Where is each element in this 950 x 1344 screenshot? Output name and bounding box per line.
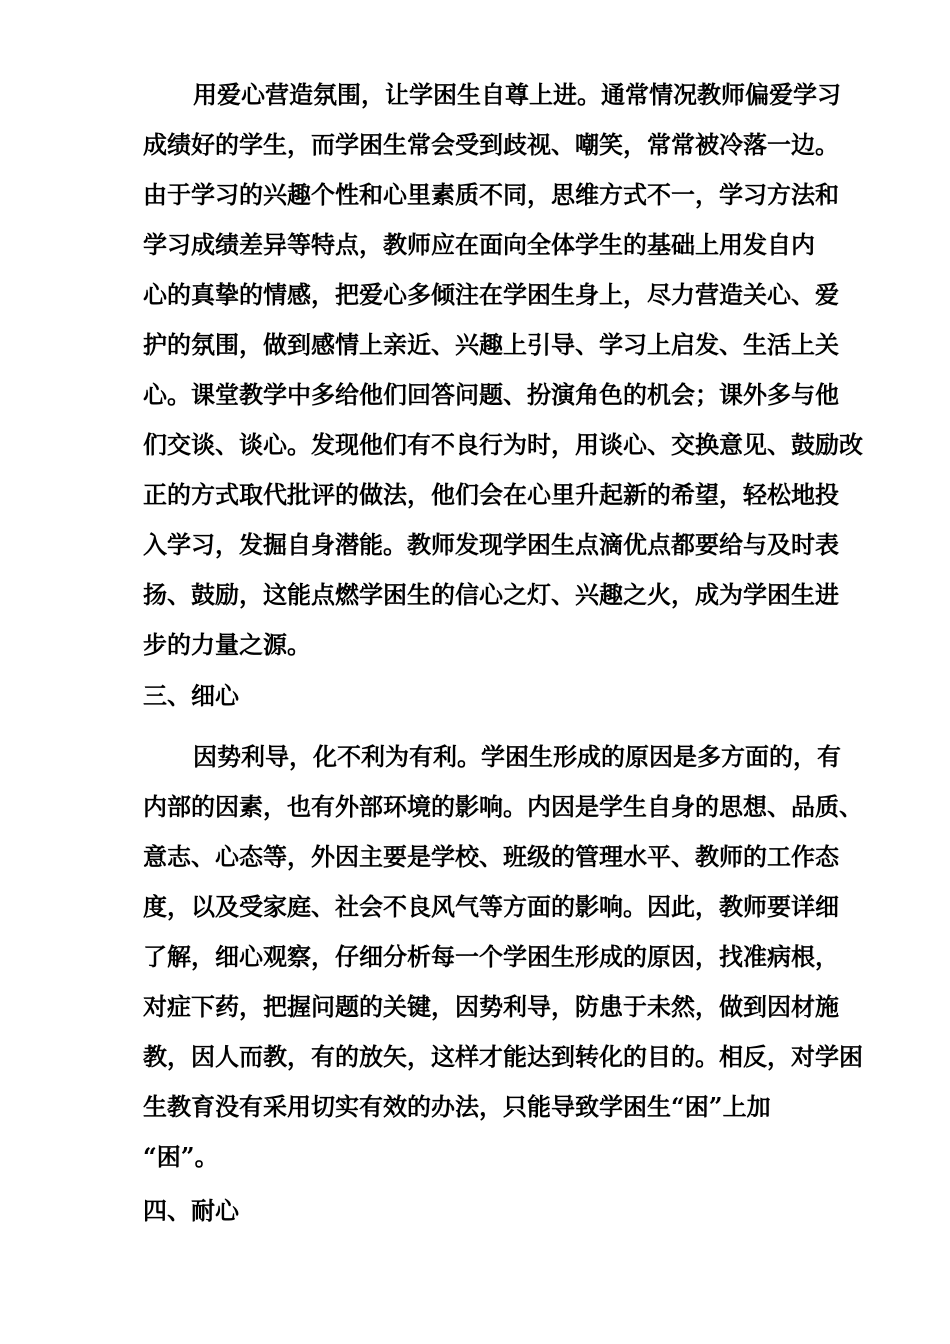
- section-heading: 三、细心: [143, 681, 239, 710]
- paragraph-line: 生教育没有采用切实有效的办法，只能导致学困生“困”上加: [143, 1092, 771, 1121]
- paragraph-line: 用爱心营造氛围，让学困生自尊上进。通常情况教师偏爱学习: [193, 80, 841, 109]
- paragraph-line: 心的真挚的情感，把爱心多倾注在学困生身上，尽力营造关心、爱: [143, 280, 839, 309]
- paragraph-line: 步的力量之源。: [143, 630, 311, 659]
- paragraph-line: 学习成绩差异等特点，教师应在面向全体学生的基础上用发自内: [143, 230, 815, 259]
- paragraph-line: 了解，细心观察，仔细分析每一个学困生形成的原因，找准病根，: [143, 942, 839, 971]
- paragraph-line: 度，以及受家庭、社会不良风气等方面的影响。因此，教师要详细: [143, 892, 839, 921]
- paragraph-line: 对症下药，把握问题的关键，因势利导，防患于未然，做到因材施: [143, 992, 839, 1021]
- paragraph-line: 由于学习的兴趣个性和心里素质不同，思维方式不一，学习方法和: [143, 180, 839, 209]
- paragraph-line: 入学习，发掘自身潜能。教师发现学困生点滴优点都要给与及时表: [143, 530, 839, 559]
- paragraph-line: 扬、鼓励，这能点燃学困生的信心之灯、兴趣之火，成为学困生进: [143, 580, 839, 609]
- paragraph-line: “困”。: [143, 1142, 219, 1171]
- paragraph-line: 意志、心态等，外因主要是学校、班级的管理水平、教师的工作态: [143, 842, 839, 871]
- paragraph-line: 因势利导，化不利为有利。学困生形成的原因是多方面的，有: [193, 742, 841, 771]
- paragraph-line: 们交谈、谈心。发现他们有不良行为时，用谈心、交换意见、鼓励改: [143, 430, 863, 459]
- paragraph-line: 心。课堂教学中多给他们回答问题、扮演角色的机会；课外多与他: [143, 380, 839, 409]
- paragraph-line: 成绩好的学生，而学困生常会受到歧视、嘲笑，常常被冷落一边。: [143, 130, 839, 159]
- paragraph-line: 教，因人而教，有的放矢，这样才能达到转化的目的。相反，对学困: [143, 1042, 863, 1071]
- paragraph-line: 正的方式取代批评的做法，他们会在心里升起新的希望，轻松地投: [143, 480, 839, 509]
- section-heading: 四、耐心: [143, 1196, 239, 1225]
- paragraph-line: 内部的因素，也有外部环境的影响。内因是学生自身的思想、品质、: [143, 792, 863, 821]
- paragraph-line: 护的氛围，做到感情上亲近、兴趣上引导、学习上启发、生活上关: [143, 330, 839, 359]
